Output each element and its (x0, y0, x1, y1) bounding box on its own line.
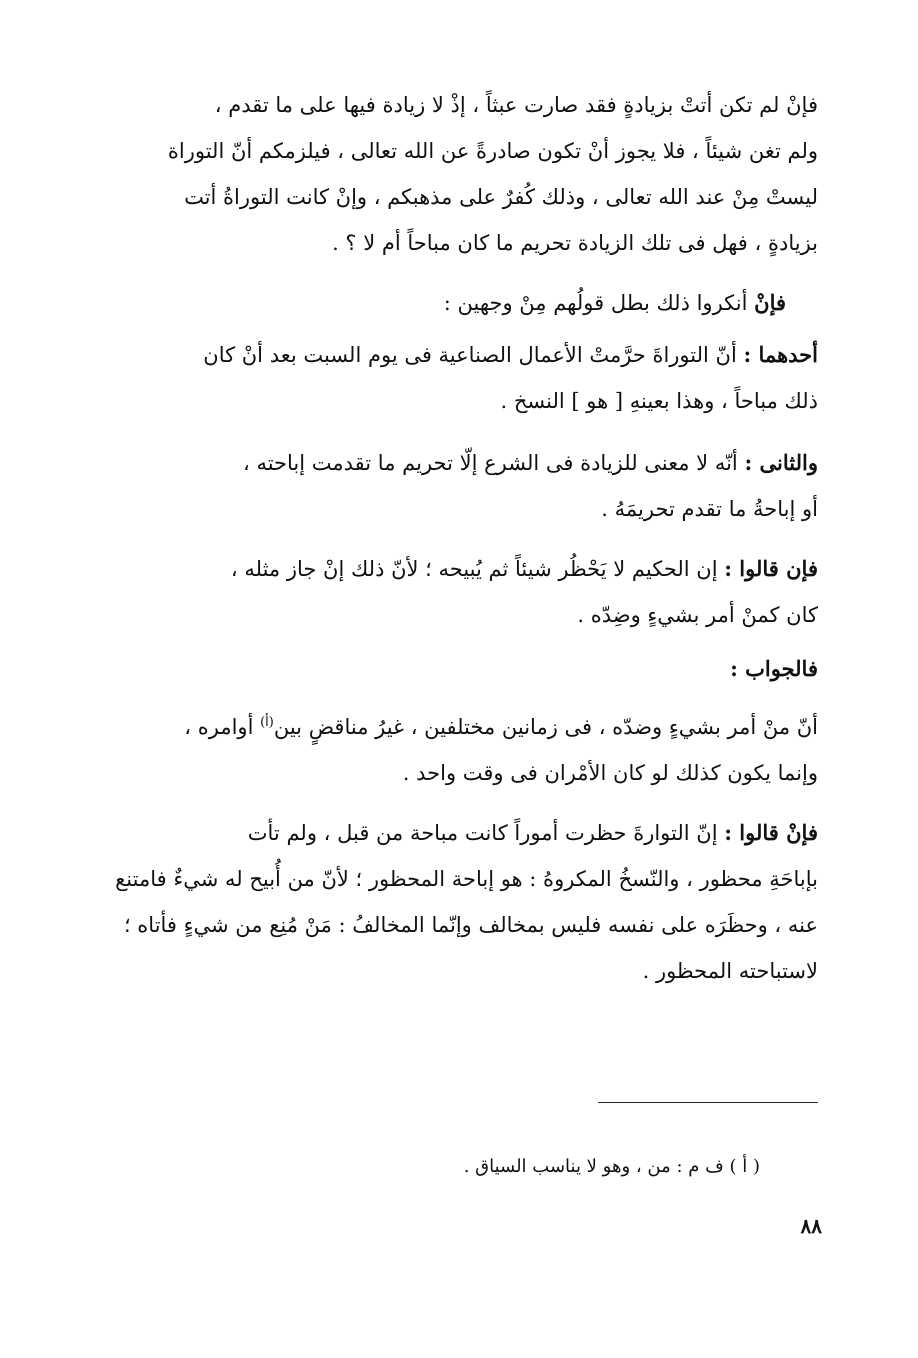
paragraph-line (100, 704, 818, 750)
paragraph-line (100, 280, 786, 326)
paragraph-5 (100, 546, 818, 638)
paragraph-lead: والثانى : (744, 450, 818, 475)
paragraph-line: كان كمنْ أمر بشيءٍ وضِدّه . (577, 603, 818, 627)
footnote: ( أ ) ف م : من ، وهو لا يناسب السياق . (463, 1156, 760, 1177)
paragraph-3 (100, 332, 818, 424)
paragraph-text: أنّه لا معنى للزيادة فى الشرع إلّا تحريم ما تقدمت إباحته ، (242, 451, 738, 475)
paragraph-4 (100, 440, 818, 532)
paragraph-line: ذلك مباحاً ، وهذا بعينهِ [ هو ] النسخ . (500, 389, 818, 413)
paragraph-line: ولم تغن شيئاً ، فلا يجوز أنْ تكون صادرةً عن الله تعالى ، فيلزمكم أنّ التوراة (167, 139, 818, 163)
paragraph-6 (100, 646, 818, 692)
footnote-marker: (أ) (260, 715, 274, 730)
footnote-divider (598, 1102, 818, 1103)
paragraph-line: وإنما يكون كذلك لو كان الأمْران فى وقت واحد . (402, 761, 818, 785)
paragraph-8 (100, 810, 818, 994)
paragraph-line: ليستْ مِنْ عند الله تعالى ، وذلك كُفرٌ على مذهبكم ، وإنْ كانت التوراةُ أتت (184, 185, 818, 209)
paragraph-line: بإباحَةِ محظور ، والنّسخُ المكروهُ : هو إباحة المحظور ؛ لأنّ من أُبيح له شيءٌ فامتنع (115, 867, 818, 891)
paragraph-text: إن الحكيم لا يَحْظُر شيئاً ثم يُبيحه ؛ لأنّ ذلك إنْ جاز مثله ، (230, 557, 718, 581)
paragraph-text: إنّ التوارةَ حظرت أموراً كانت مباحة من قبل ، ولم تأت (247, 821, 718, 845)
paragraph-line: بزيادةٍ ، فهل فى تلك الزيادة تحريم ما كان مباحاً أم لا ؟ . (332, 231, 818, 255)
paragraph-text: أوامره ، (184, 715, 254, 739)
paragraph-line: عنه ، وحظَرَه على نفسه فليس بمخالف وإنّما المخالفُ : مَنْ مُنِع من شيءٍ فأتاه ؛ (123, 913, 818, 937)
paragraph-line (100, 810, 818, 856)
paragraph-2 (100, 280, 818, 326)
paragraph-7 (100, 704, 818, 796)
paragraph-line: أو إباحةُ ما تقدم تحريمَهُ . (601, 497, 818, 521)
paragraph-text: أنّ التوراةَ حرَّمتْ الأعمال الصناعية فى يوم السبت بعد أنْ كان (203, 343, 737, 367)
paragraph-line (100, 546, 818, 592)
paragraph-lead: أحدهما : (743, 342, 818, 367)
paragraph-line (100, 332, 818, 378)
paragraph-lead: فإنْ (754, 290, 786, 315)
paragraph-text: أنكروا ذلك بطل قولُهم مِنْ وجهين : (443, 291, 748, 315)
paragraph-lead: فإنْ قالوا : (724, 820, 818, 845)
page-number: ٨٨ (800, 1214, 822, 1238)
paragraph-line (100, 440, 818, 486)
paragraph-lead: فإن قالوا : (724, 556, 818, 581)
paragraph-1 (100, 82, 818, 266)
paragraph-text: أنّ منْ أمر بشيءٍ وضدّه ، فى زمانين مختلفين ، غيرُ مناقضٍ بين (273, 715, 818, 739)
paragraph-line: لاستباحته المحظور . (642, 959, 818, 983)
paragraph-line: فإنْ لم تكن أتتْ بزيادةٍ فقد صارت عبثاً ، إذْ لا زيادة فيها على ما تقدم ، (214, 93, 818, 117)
paragraph-lead: فالجواب : (730, 656, 818, 681)
